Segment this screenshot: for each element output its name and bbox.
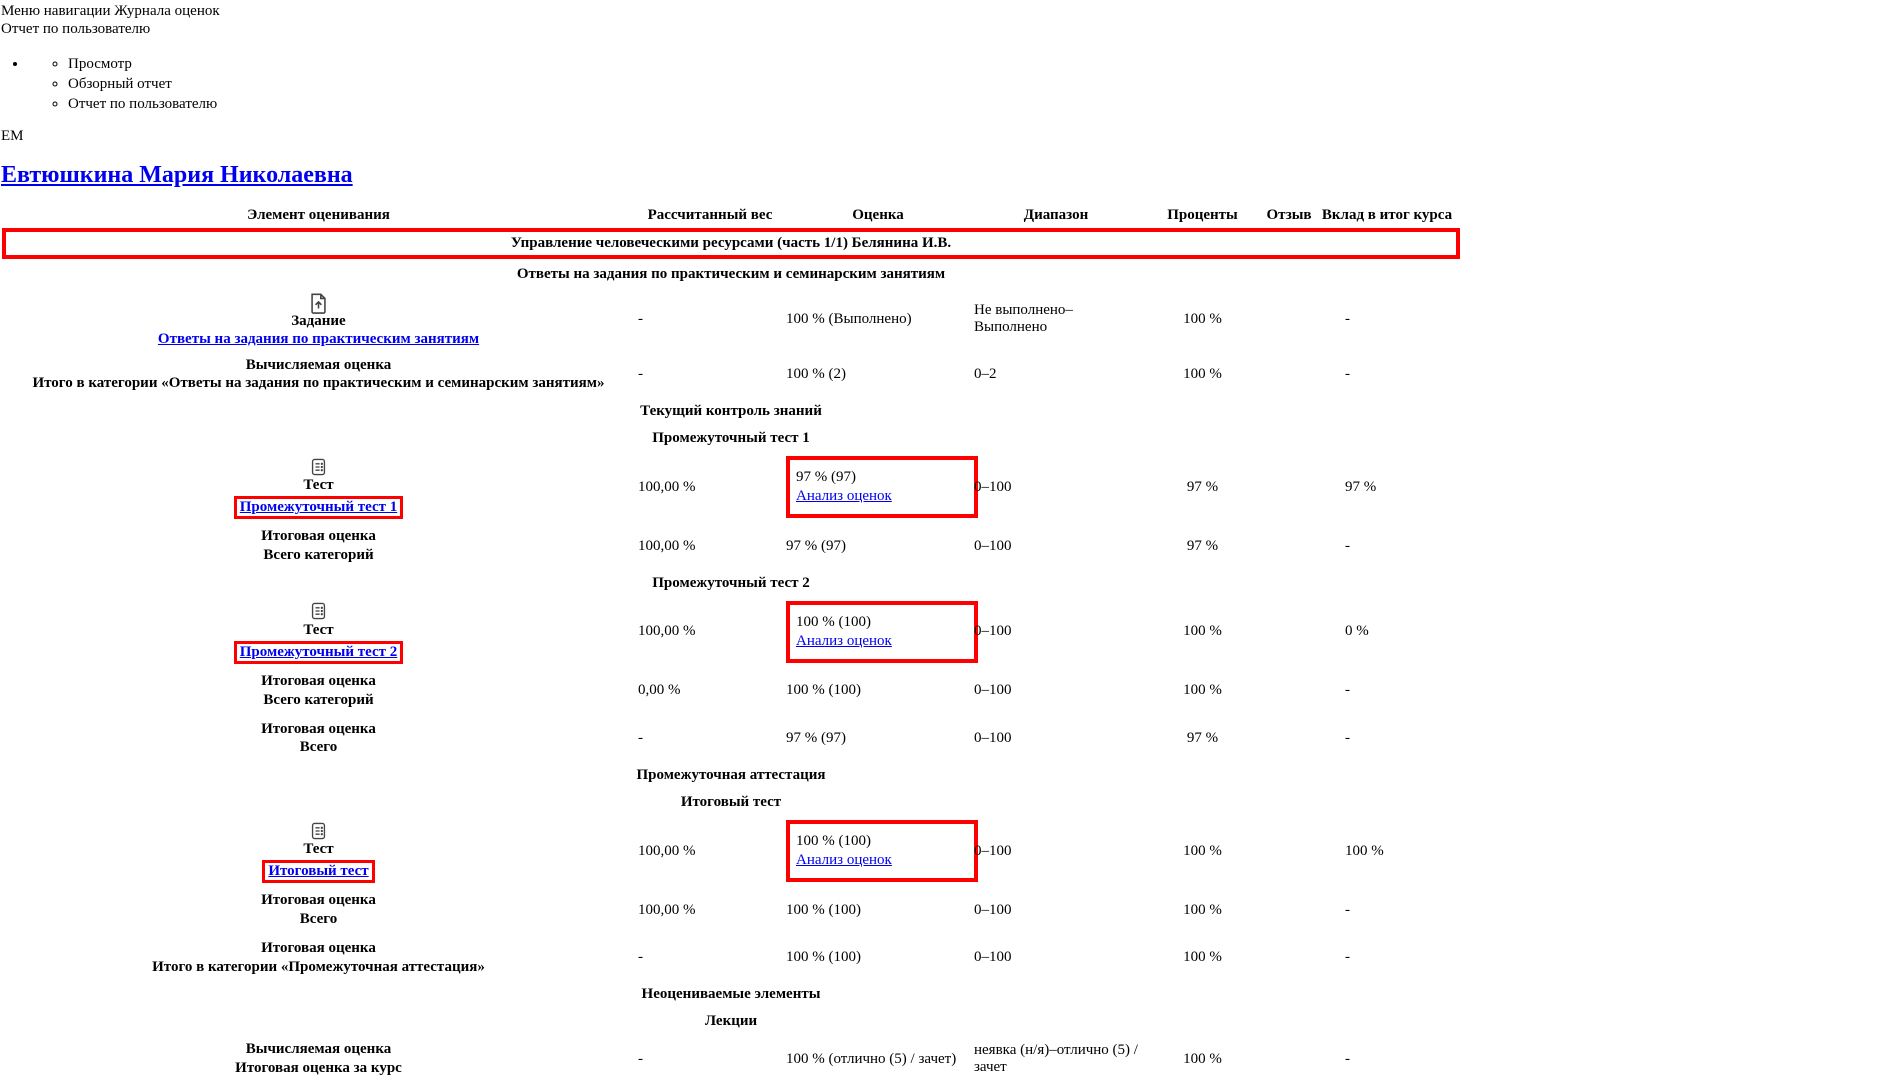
grade-report-table [1, 205, 1461, 1083]
grade-cell: 97 % (97) [786, 729, 846, 746]
total-row [1, 886, 1461, 934]
course-contribution-cell: 100 % [1345, 842, 1384, 859]
course-contribution-cell: - [1345, 365, 1350, 382]
item-link[interactable]: Промежуточный тест 2 [239, 644, 398, 661]
grade-cell: 100 % (отлично (5) / зачет) [786, 1050, 957, 1067]
range-cell: неявка (н/я)–отлично (5) / зачет [974, 1042, 1138, 1076]
nav-menu-item[interactable]: ◦ • Просмотр [68, 54, 1880, 74]
quiz-icon [1, 600, 636, 622]
grade-item-cell [1, 816, 636, 886]
total-row [1, 934, 1461, 982]
grade-item-cell [1, 522, 636, 570]
category-row [1, 398, 1461, 425]
feedback-cell [1265, 597, 1313, 667]
category-row [1, 570, 1461, 597]
feedback-cell [1265, 715, 1313, 763]
calculated-weight-cell: - [638, 949, 643, 966]
calculated-weight-cell: 100,00 % [638, 623, 696, 640]
item-type-label: Тест [303, 841, 334, 858]
grade-value: 100 % (100) [796, 833, 871, 850]
range-cell: 0–100 [974, 537, 1012, 554]
total-row [1, 522, 1461, 570]
aggregation-scope-label: Итого в категории «Ответы на задания по практическим и семинарским занятиям» [32, 375, 605, 392]
course-contribution-cell: - [1345, 1050, 1350, 1067]
grade-cell [784, 452, 972, 522]
aggregation-scope-label: Итого в категории «Промежуточная аттестация» [152, 958, 485, 975]
quiz-icon [1, 819, 636, 841]
percentage-cell: 100 % [1183, 949, 1222, 966]
percentage-cell: 97 % [1186, 537, 1219, 554]
percentage-cell: 100 % [1183, 365, 1222, 382]
total-row [1, 351, 1461, 399]
item-link[interactable]: Промежуточный тест 1 [239, 499, 398, 516]
gradebook-nav-menu-label: Меню навигации Журнала оценок [1, 3, 220, 19]
calculated-weight-cell: 100,00 % [638, 478, 696, 495]
feedback-cell [1265, 452, 1313, 522]
user-initials: ЕМ [1, 128, 24, 145]
total-row [1, 1035, 1461, 1083]
gradebook-nav-list-root [28, 54, 1880, 115]
course-title-highlight-box: Управление человеческими ресурсами (часть 1/1) Белянина И.В. [2, 228, 1460, 259]
feedback-cell [1265, 816, 1313, 886]
aggregation-label: Итоговая оценка [261, 528, 376, 545]
calculated-weight-cell: 100,00 % [638, 901, 696, 918]
range-cell: 0–100 [974, 682, 1012, 699]
item-type-label: Тест [303, 477, 334, 494]
aggregation-scope-label: Всего [299, 911, 338, 928]
user-name-link[interactable]: Евтюшкина Мария Николаевна [1, 162, 353, 189]
aggregation-label: Итоговая оценка [261, 939, 376, 956]
aggregation-label: Итоговая оценка [261, 673, 376, 690]
feedback-cell [1265, 934, 1313, 982]
course-cell [1, 226, 1461, 261]
grade-cell: 100 % (100) [786, 682, 861, 699]
aggregation-label: Вычисляемая оценка [245, 356, 392, 373]
column-header: Элемент оценивания [247, 207, 390, 224]
percentage-cell: 100 % [1183, 901, 1222, 918]
feedback-cell [1265, 667, 1313, 715]
range-cell: 0–100 [974, 901, 1012, 918]
feedback-cell [1265, 1035, 1313, 1083]
grade-highlight-box [786, 820, 978, 882]
grade-highlight-box [786, 456, 978, 518]
calculated-weight-cell: - [638, 310, 643, 327]
aggregation-label: Вычисляемая оценка [245, 1041, 392, 1058]
gradebook-nav-list [1, 54, 1880, 115]
gradebook-nav-header [1, 2, 1880, 39]
course-contribution-cell: - [1345, 682, 1350, 699]
calculated-weight-cell: 100,00 % [638, 537, 696, 554]
item-row [1, 288, 1461, 350]
feedback-cell [1265, 288, 1313, 350]
range-cell: 0–100 [974, 842, 1012, 859]
grade-item-cell [1, 934, 636, 982]
category-row [1, 981, 1461, 1008]
percentage-cell: 100 % [1183, 310, 1222, 327]
grade-analysis-link[interactable]: Анализ оценок [796, 852, 892, 869]
percentage-cell: 100 % [1183, 682, 1222, 699]
range-cell: 0–2 [974, 365, 997, 382]
item-row [1, 597, 1461, 667]
course-contribution-cell: - [1345, 537, 1350, 554]
grade-cell: 100 % (100) [786, 901, 861, 918]
grade-highlight-box [786, 601, 978, 663]
assignment-icon [1, 291, 636, 313]
range-cell: Не выполнено–Выполнено [974, 302, 1073, 336]
aggregation-scope-label: Всего категорий [263, 547, 374, 564]
percentage-cell: 97 % [1186, 478, 1219, 495]
column-header: Рассчитанный вес [647, 207, 773, 224]
item-type-label: Задание [291, 313, 346, 330]
percentage-cell: 100 % [1183, 1050, 1222, 1067]
calculated-weight-cell: 0,00 % [638, 682, 681, 699]
calculated-weight-cell: - [638, 1050, 643, 1067]
category-title: Лекции [704, 1013, 758, 1030]
category-row [1, 762, 1461, 789]
item-link[interactable]: Итоговый тест [268, 863, 369, 880]
category-title: Итоговый тест [680, 794, 782, 811]
aggregation-scope-label: Итоговая оценка за курс [235, 1060, 402, 1077]
grade-cell: 100 % (2) [786, 365, 846, 382]
course-contribution-cell: - [1345, 729, 1350, 746]
column-header: Отзыв [1266, 207, 1312, 224]
course-contribution-cell: - [1345, 901, 1350, 918]
column-header: Оценка [852, 207, 904, 224]
feedback-cell [1265, 886, 1313, 934]
item-type-label: Тест [303, 621, 334, 638]
course-contribution-cell: 97 % [1345, 478, 1377, 495]
category-title: Ответы на задания по практическим и семинарским занятиям [516, 266, 946, 283]
item-link-highlight-box [234, 641, 403, 664]
grade-analysis-link[interactable]: Анализ оценок [796, 488, 892, 505]
grade-cell [784, 816, 972, 886]
total-row [1, 715, 1461, 763]
total-row [1, 667, 1461, 715]
range-cell: 0–100 [974, 729, 1012, 746]
nav-menu-item[interactable]: ◦ Обзорный отчет [68, 74, 1880, 94]
grade-item-cell [1, 351, 636, 399]
percentage-cell: 100 % [1183, 623, 1222, 640]
grade-item-cell [1, 452, 636, 522]
course-contribution-cell: - [1345, 310, 1350, 327]
item-link-highlight-box [234, 496, 403, 519]
nav-menu-item[interactable]: ◦ Отчет по пользователю [68, 94, 1880, 114]
aggregation-label: Итоговая оценка [261, 720, 376, 737]
grade-item-cell [1, 1035, 636, 1083]
category-row [1, 1008, 1461, 1035]
column-header: Вклад в итог курса [1321, 207, 1453, 224]
category-title: Текущий контроль знаний [640, 403, 822, 420]
grade-item-cell [1, 715, 636, 763]
grade-cell: 97 % (97) [786, 537, 846, 554]
feedback-cell [1265, 522, 1313, 570]
grade-item-cell [1, 667, 636, 715]
item-link-highlight-box [262, 860, 374, 883]
range-cell: 0–100 [974, 478, 1012, 495]
feedback-cell [1265, 351, 1313, 399]
course-contribution-cell: - [1345, 949, 1350, 966]
range-cell: 0–100 [974, 949, 1012, 966]
column-header: Проценты [1167, 207, 1238, 224]
grade-item-cell [1, 886, 636, 934]
aggregation-scope-label: Всего [299, 739, 338, 756]
grade-cell [784, 597, 972, 667]
aggregation-scope-label: Всего категорий [263, 691, 374, 708]
category-title: Неоцениваемые элементы [641, 986, 821, 1003]
aggregation-label: Итоговая оценка [261, 892, 376, 909]
calculated-weight-cell: - [638, 729, 643, 746]
course-row [1, 226, 1461, 261]
quiz-icon [1, 455, 636, 477]
item-row [1, 816, 1461, 886]
column-header: Диапазон [1023, 207, 1089, 224]
category-title: Промежуточная аттестация [636, 767, 826, 784]
grade-item-cell [1, 597, 636, 667]
percentage-cell: 97 % [1186, 729, 1219, 746]
user-name-heading [1, 162, 1880, 189]
grade-value: 100 % (100) [796, 613, 871, 630]
category-title: Промежуточный тест 1 [652, 430, 810, 447]
category-title: Промежуточный тест 2 [652, 574, 810, 591]
item-row [1, 452, 1461, 522]
grade-analysis-link[interactable]: Анализ оценок [796, 632, 892, 649]
report-type-label: Отчет по пользователю [1, 21, 151, 38]
grade-cell: 100 % (Выполнено) [786, 310, 912, 327]
category-row [1, 789, 1461, 816]
percentage-cell: 100 % [1183, 842, 1222, 859]
range-cell: 0–100 [974, 623, 1012, 640]
header-row [1, 205, 1461, 226]
grade-value: 97 % (97) [796, 469, 856, 486]
course-contribution-cell: 0 % [1345, 623, 1369, 640]
calculated-weight-cell: - [638, 365, 643, 382]
grade-cell: 100 % (100) [786, 949, 861, 966]
grade-item-cell [1, 288, 636, 350]
calculated-weight-cell: 100,00 % [638, 842, 696, 859]
category-row [1, 261, 1461, 288]
category-row [1, 425, 1461, 452]
item-link[interactable]: Ответы на задания по практическим занятиям [157, 330, 480, 347]
